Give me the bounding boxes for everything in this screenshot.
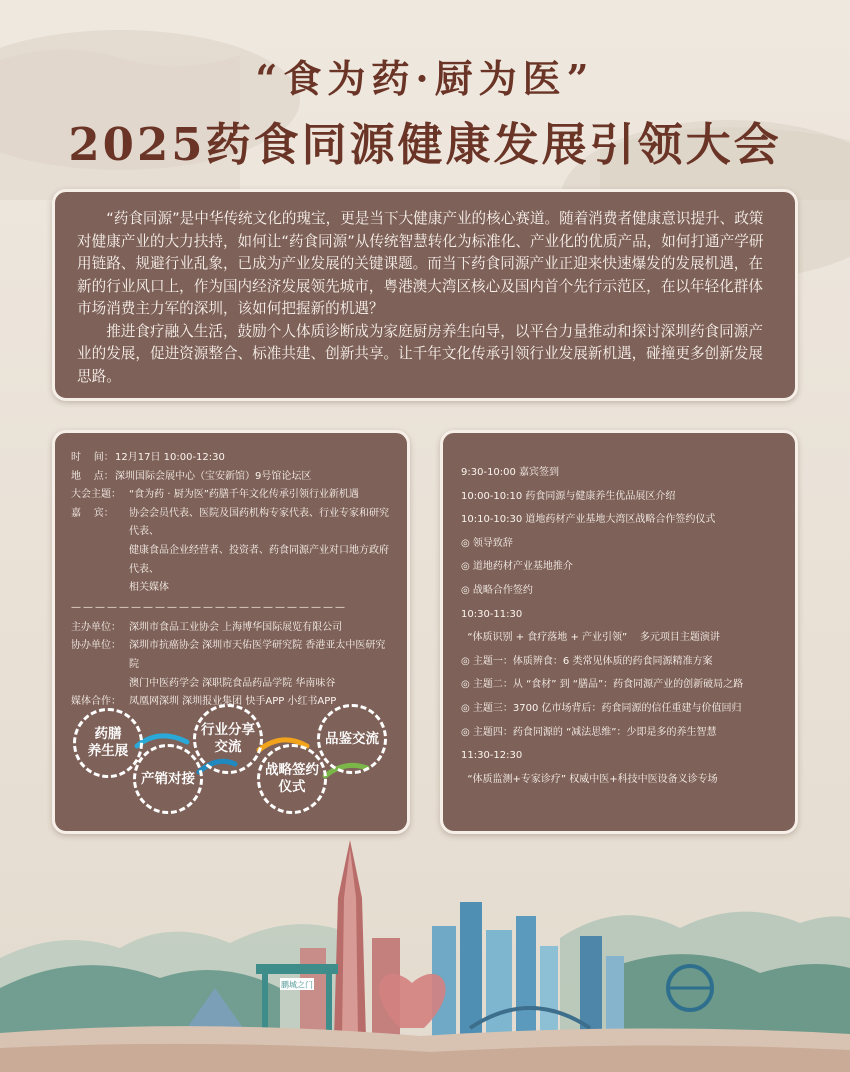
schedule-panel [440,430,798,834]
info-co-value-1: 深圳市抗癌协会 深圳市天佑医学研究院 香港亚太中医研究院 [129,640,386,670]
schedule-item: ◎ 道地药材产业基地推介 [461,561,573,573]
event-info-panel [52,430,410,834]
intro-paragraph-2: 推进食疗融入生活，鼓励个人体质诊断成为家庭厨房养生向导，以平台力量推动和探讨深圳药食同源产业的发展，促进资源整合、标准共建、创新共享。让千年文化传承引领行业发展新机遇，碰撞更多创新发展思路。 [77,322,763,385]
info-theme-label: 大会主题： [71,489,121,501]
info-guests [71,505,393,542]
info-guests-label: 嘉 宾： [71,507,114,519]
schedule-item: ◎ 领导致辞 [461,537,513,549]
tag-matchmaking: 产销对接 [133,744,203,814]
gate-plaque-text: 鹏城之门 [281,980,313,990]
info-co-value-2: 澳门中医药学会 深职院食品药品学院 华南味谷 [129,677,336,689]
info-place-value: 深圳国际会展中心（宝安新馆）9号馆论坛区 [115,470,312,482]
tag-industry-sharing: 行业分享 交流 [193,704,263,774]
info-host-value: 深圳市食品工业协会 上海博华国际展览有限公司 [129,621,343,633]
info-place [71,468,393,487]
info-place-label: 地 点： [71,470,114,482]
schedule-item: 11:30-12:30 [461,750,523,762]
info-theme [71,486,393,505]
info-guests-value-3: 相关媒体 [129,582,169,594]
city-skyline-illustration [0,838,850,1072]
info-co-organizer [71,637,393,674]
schedule-item: 9:30-10:00 嘉宾签到 [461,467,560,478]
schedule-item: ◎ 主题三：3700 亿市场背后：药食同源的信任重建与价值回归 [461,702,742,714]
info-media-value: 凤凰网深圳 深圳报业集团 快手APP 小红书APP [129,696,337,708]
info-divider: ——————————————————————— [71,601,347,613]
activity-tags [67,698,397,828]
tag-tasting: 品鉴交流 [317,704,387,774]
schedule-item: ◎ 主题四：药食同源的 “减法思维”：少即是多的养生智慧 [461,726,717,738]
schedule-item: “体质监测+专家诊疗” 权威中医+科技中医设备义诊专场 [461,773,718,785]
schedule-item: ◎ 主题一：体质辨食：6 类常见体质的药食同源精准方案 [461,655,713,667]
schedule-item: ◎ 战略合作签约 [461,584,533,596]
info-guests-value-2: 健康食品企业经营者、投资者、药食同源产业对口地方政府代表、 [129,544,389,575]
schedule-item: ◎ 主题二：从 “食材” 到 “膳品”：药食同源产业的创新破局之路 [461,679,744,691]
tag-strategic-signing: 战略签约 仪式 [257,744,327,814]
info-media-label: 媒体合作： [71,696,121,708]
schedule-item: 10:10-10:30 道地药材产业基地大湾区战略合作签约仪式 [461,514,716,526]
info-co-label: 协办单位： [71,640,121,652]
info-time [71,449,393,468]
info-time-value: 12月17日 10:00-12:30 [115,452,225,463]
intro-panel [52,189,798,401]
headline-slogan: “食为药·厨为医” [255,56,595,101]
info-guests-value-1: 协会会员代表、医院及国药机构专家代表、行业专家和研究代表、 [129,507,389,538]
info-time-label: 时 间： [71,452,114,463]
info-host-label: 主办单位： [71,621,121,633]
schedule-item: 10:30-11:30 [461,608,523,620]
intro-paragraph-1: “药食同源”是中华传统文化的瑰宝，更是当下大健康产业的核心赛道。随着消费者健康意识提升、政策对健康产业的大力扶持，如何让“药食同源”从传统智慧转化为标准化、产业化的优质产品，如何打通产学研用链路、规避行业乱象，已成为产业发展的关键课题。而当下药食同源产业正迎来快速爆发的发展机遇，在新的行业风口上，作为国内经济发展领先城市，粤港澳大湾区核心及国内首个先行示范区，在以年轻化群体市场消费主力军的深圳，该如何把握新的机遇？ [77,210,764,317]
schedule-item: 10:00-10:10 药食同源与健康养生优品展区介绍 [461,490,676,502]
tag-medicinal-diet: 药膳 养生展 [73,708,143,778]
info-host [71,619,393,638]
headline-event-name: 2025药食同源健康发展引领大会 [68,118,782,171]
schedule-item: “体质识别 + 食疗落地 + 产业引领” 多元项目主题演讲 [461,632,720,644]
info-theme-value: “食为药 · 厨为医”药膳千年文化传承引领行业新机遇 [129,489,359,501]
